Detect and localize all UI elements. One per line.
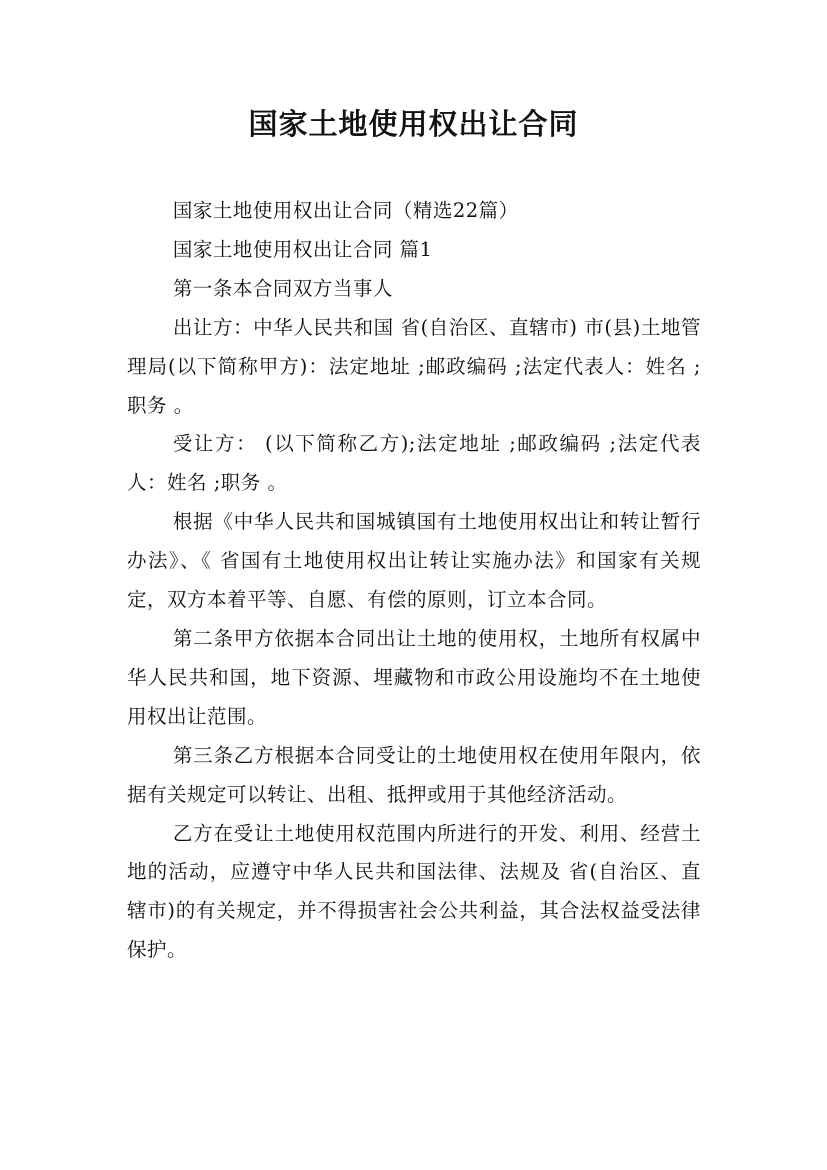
paragraph-transferee: 受让方： (以下简称乙方);法定地址 ;邮政编码 ;法定代表人：姓名 ;职务 。	[127, 432, 701, 495]
paragraph-section-heading: 国家土地使用权出让合同 篇1	[172, 237, 433, 261]
paragraph-usage-obligations: 乙方在受让土地使用权范围内所进行的开发、利用、经营土地的活动，应遵守中华人民共和国法律、法规及 省(自治区、直辖市)的有关规定，并不得损害社会公共利益，其合法权益受法律保护。	[127, 821, 701, 962]
paragraph-subtitle: 国家土地使用权出让合同（精选22篇）	[172, 199, 519, 222]
document-body	[127, 192, 701, 970]
paragraph-legal-basis: 根据《中华人民共和国城镇国有土地使用权出让和转让暂行办法》、《 省国有土地使用权出让转让实施办法》和国家有关规定，双方本着平等、自愿、有偿的原则，订立本合同。	[127, 510, 701, 612]
paragraph-article-3: 第三条乙方根据本合同受让的土地使用权在使用年限内，依据有关规定可以转让、出租、抵押或用于其他经济活动。	[127, 743, 701, 806]
paragraph-article-1: 第一条本合同双方当事人	[172, 276, 393, 300]
document-title: 国家土地使用权出让合同	[248, 107, 579, 141]
paragraph-transferor: 出让方：中华人民共和国 省(自治区、直辖市) 市(县)土地管理局(以下简称甲方)：法定地址 ;邮政编码 ;法定代表人：姓名 ;职务 。	[127, 315, 701, 417]
paragraph-article-2: 第二条甲方依据本合同出让土地的使用权，土地所有权属中华人民共和国，地下资源、埋藏物和市政公用设施均不在土地使用权出让范围。	[127, 626, 701, 728]
